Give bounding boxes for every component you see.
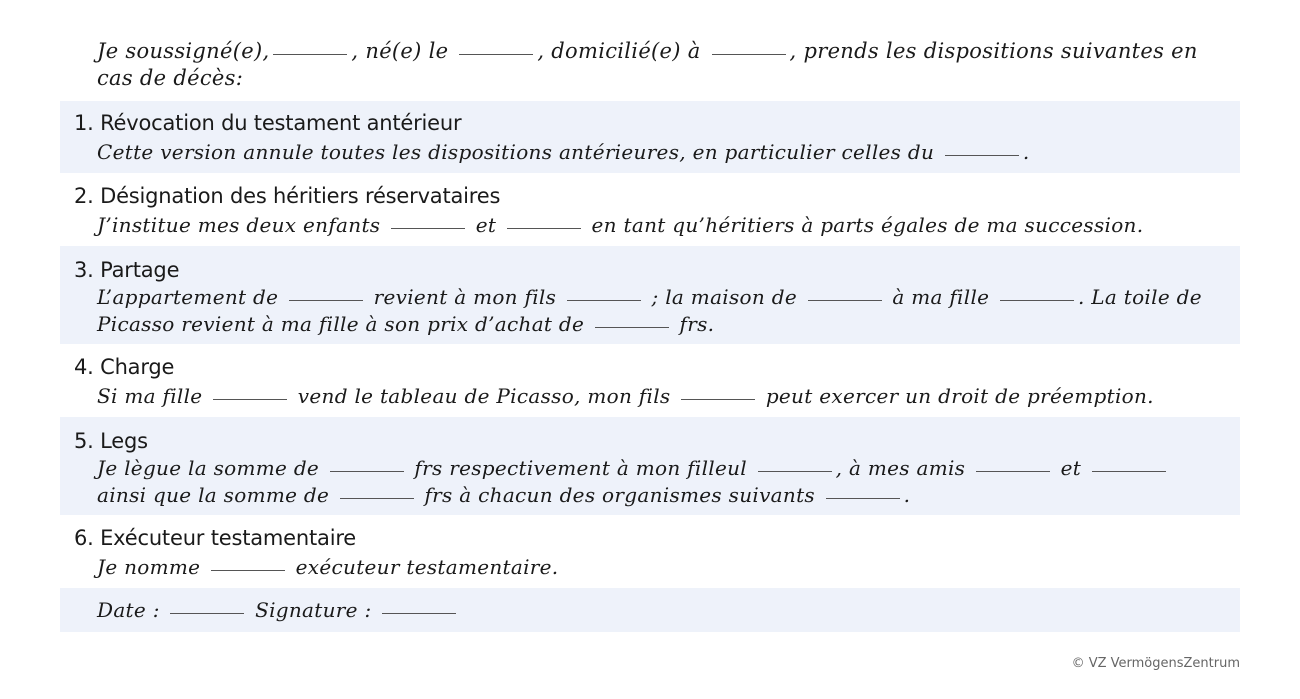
intro-text-2: , né(e) le — [351, 39, 449, 63]
intro-text-1: Je soussigné(e), — [97, 39, 270, 63]
birthdate-blank[interactable] — [459, 53, 533, 55]
section-body — [97, 554, 1217, 581]
purchase-price-blank[interactable] — [595, 326, 669, 328]
section-text: . — [903, 483, 911, 507]
child-2-blank[interactable] — [507, 227, 581, 229]
section-body — [97, 139, 1217, 166]
section-body — [97, 284, 1217, 338]
section-text: et — [475, 213, 497, 237]
section-title: 6. Exécuteur testamentaire — [74, 526, 357, 550]
domicile-blank[interactable] — [712, 53, 786, 55]
intro-paragraph — [97, 38, 1217, 92]
section-text: ainsi que la somme de — [97, 483, 330, 507]
name-blank[interactable] — [273, 53, 347, 55]
section-executor — [60, 516, 1240, 588]
sum-1-blank[interactable] — [330, 470, 404, 472]
section-text: Je lègue la somme de — [97, 456, 320, 480]
section-text: peut exercer un droit de préemption. — [765, 384, 1154, 408]
section-text: vend le tableau de Picasso, mon fils — [297, 384, 671, 408]
section-text: Cette version annule toutes les dispositions antérieures, en particulier celles du — [97, 140, 935, 164]
sum-2-blank[interactable] — [340, 497, 414, 499]
executor-blank[interactable] — [211, 569, 285, 571]
intro-text-3: , domicilié(e) à — [537, 39, 701, 63]
copyright-footer: © VZ VermögensZentrum — [1071, 656, 1240, 671]
section-text: exécuteur testamentaire. — [295, 555, 559, 579]
section-body — [97, 383, 1217, 410]
child-1-blank[interactable] — [391, 227, 465, 229]
section-text: revient à mon fils — [373, 285, 557, 309]
section-legs — [60, 417, 1240, 515]
section-text: Je nomme — [97, 555, 201, 579]
section-charge — [60, 345, 1240, 417]
section-text: en tant qu’héritiers à parts égales de ma succession. — [591, 213, 1144, 237]
section-text: . — [1022, 140, 1030, 164]
date-blank[interactable] — [170, 612, 244, 614]
section-text: frs à chacun des organismes suivants — [424, 483, 815, 507]
section-title: 1. Révocation du testament antérieur — [74, 111, 462, 135]
apartment-blank[interactable] — [289, 299, 363, 301]
section-heirs — [60, 174, 1240, 246]
signature-row — [60, 588, 1240, 632]
intro-text-4: , prends les dispositions suivantes en cas de décès: — [97, 39, 1198, 90]
signature-blank[interactable] — [382, 612, 456, 614]
section-text: Si ma fille — [97, 384, 203, 408]
section-partage — [60, 246, 1240, 344]
section-text: et — [1060, 456, 1082, 480]
son-blank[interactable] — [567, 299, 641, 301]
section-body — [97, 212, 1217, 239]
section-text: J’institue mes deux enfants — [97, 213, 381, 237]
section-text: . La toile de Picasso revient à ma fille à son prix d’achat de — [97, 285, 1202, 336]
section-text: ; la maison de — [651, 285, 797, 309]
section-text: frs. — [679, 312, 715, 336]
previous-testament-date-blank[interactable] — [945, 154, 1019, 156]
daughter-blank[interactable] — [213, 398, 287, 400]
date-label: Date : — [97, 598, 160, 622]
signature-line — [97, 598, 460, 622]
daughter-blank[interactable] — [1000, 299, 1074, 301]
section-text: L’appartement de — [97, 285, 279, 309]
section-revocation — [60, 101, 1240, 173]
signature-label: Signature : — [255, 598, 372, 622]
friend-2-blank[interactable] — [1092, 470, 1166, 472]
section-title: 4. Charge — [74, 355, 175, 379]
section-title: 2. Désignation des héritiers réservataires — [74, 184, 501, 208]
godchild-blank[interactable] — [758, 470, 832, 472]
section-text: , à mes amis — [835, 456, 966, 480]
section-body — [97, 455, 1217, 509]
section-title: 5. Legs — [74, 429, 148, 453]
organisations-blank[interactable] — [826, 497, 900, 499]
section-text: à ma fille — [892, 285, 990, 309]
section-title: 3. Partage — [74, 258, 180, 282]
section-text: frs respectivement à mon filleul — [414, 456, 747, 480]
house-blank[interactable] — [808, 299, 882, 301]
son-blank[interactable] — [681, 398, 755, 400]
friend-1-blank[interactable] — [976, 470, 1050, 472]
